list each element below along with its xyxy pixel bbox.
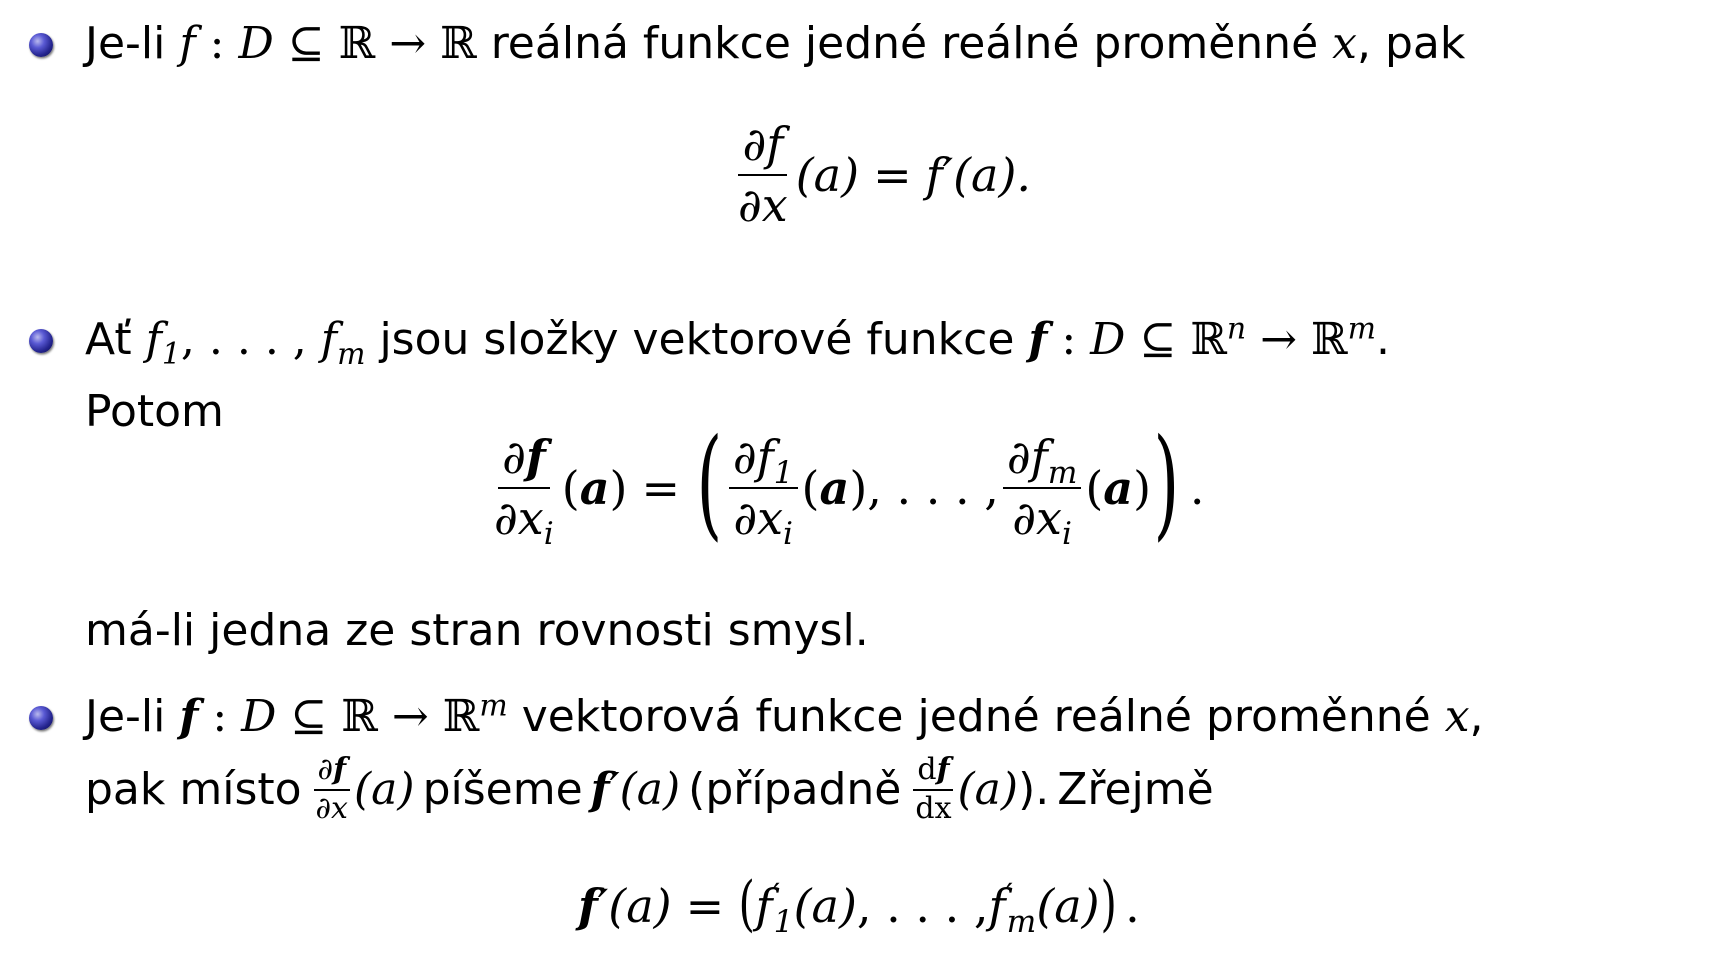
math-colon: :	[1061, 314, 1077, 365]
math-argument: (a)	[793, 879, 857, 933]
text-tail: , pak	[1356, 18, 1466, 69]
fraction-denominator: $\partial x_i$	[494, 491, 554, 553]
math-arrow: →	[391, 691, 429, 742]
text-pripadne: (případně	[688, 763, 902, 815]
text-lead: Ať	[85, 314, 132, 365]
fraction-numerator: ∂f	[498, 431, 550, 489]
math-D: D	[238, 18, 274, 69]
text-body: vektorová funkce jedné reálné proměnné	[521, 691, 1431, 742]
fraction-inline-partial	[312, 753, 352, 826]
text-lead: Je-li	[85, 18, 166, 69]
bullet-marker-3	[29, 706, 53, 730]
text-body: jsou složky vektorové funkce	[379, 314, 1015, 365]
math-paren: (	[561, 461, 580, 515]
text-close: ).	[1018, 763, 1050, 815]
math-equals: =	[685, 879, 725, 933]
math-f-bold: f	[590, 763, 610, 815]
fraction-numerator: $\partial f_1$	[729, 431, 798, 489]
equation-3	[578, 869, 1140, 941]
math-argument: (a)	[957, 763, 1019, 815]
math-D: D	[241, 691, 277, 742]
math-fm: $f_m$	[320, 314, 366, 372]
fraction-numerator: ∂f	[738, 118, 787, 176]
math-equals: =	[873, 147, 912, 202]
fraction-term-m	[1003, 430, 1081, 553]
math-arrow: →	[1260, 314, 1298, 365]
math-dots: , . . . ,	[867, 461, 999, 515]
equation-1	[730, 118, 1031, 232]
math-colon: :	[212, 691, 228, 742]
fraction-partial-f-x	[734, 118, 792, 232]
fraction-numerator: $\partial f_m$	[1003, 431, 1081, 489]
math-reals-m: ℝ$^m$	[1311, 311, 1376, 365]
math-x: x	[1444, 691, 1470, 742]
math-paren: )	[609, 461, 628, 515]
text-zrejme: Zřejmě	[1057, 763, 1214, 815]
math-a-bold: a	[579, 461, 610, 515]
math-f-bold: f	[1028, 314, 1048, 365]
big-paren-close: )	[1153, 414, 1180, 553]
fraction-denominator: $\partial x_i$	[1012, 491, 1072, 553]
math-argument: (a)	[353, 763, 415, 815]
bullet-3-line-2	[85, 753, 1214, 826]
text-potom: Potom	[85, 386, 224, 437]
text-period: .	[1375, 314, 1390, 365]
math-prime-argument: ′(a)	[609, 763, 681, 815]
text-lead: Je-li	[85, 691, 166, 742]
math-rhs: f′(a).	[925, 147, 1032, 202]
math-reals: ℝ	[341, 691, 378, 742]
text-comma: ,	[1469, 691, 1484, 742]
big-paren-open: (	[696, 414, 723, 553]
math-reals-m: ℝ$^m$	[442, 688, 508, 742]
bullet-marker-2	[29, 329, 53, 353]
bullet-marker-1	[29, 33, 53, 57]
math-reals: ℝ	[338, 18, 376, 69]
math-prime-argument: ′(a)	[597, 879, 672, 933]
paren-close: )	[1100, 869, 1117, 939]
math-reals-n: ℝ$^n$	[1190, 311, 1247, 365]
text-piseme: píšeme	[422, 763, 583, 815]
fraction-lhs	[490, 430, 558, 553]
fraction-term-1	[729, 430, 798, 553]
math-arrow: →	[389, 18, 427, 69]
text-body: reálná funkce jedné reálné proměnné	[490, 18, 1319, 69]
fraction-numerator: df	[913, 753, 953, 791]
equation-2: $\frac{\partial f}{\partial x_i}$ ( a ) = ( $\frac{\partial f_1}{\partial x_i}$ ( a ) , . . . , $\frac{\partial f_m}{\partial x_i}$ ( a ) ) .	[486, 428, 1205, 548]
math-subseteq: ⊆	[287, 18, 325, 69]
fraction-denominator: $\partial x_i$	[733, 491, 794, 553]
math-dots: , . . . ,	[856, 879, 989, 933]
math-subseteq: ⊆	[290, 691, 328, 742]
text-pak-misto: pak místo	[85, 763, 302, 815]
fraction-denominator: ∂x	[315, 790, 348, 826]
math-equals: =	[641, 461, 680, 515]
bullet-2-line-2	[85, 386, 224, 437]
math-fm-prime: $f'_m$	[988, 877, 1037, 941]
math-subseteq: ⊆	[1139, 314, 1177, 365]
math-dots: , . . . ,	[180, 314, 307, 365]
fraction-numerator: ∂f	[314, 753, 350, 791]
math-period: .	[1125, 879, 1140, 933]
math-x: x	[1332, 18, 1357, 69]
fraction-inline-d	[911, 753, 955, 826]
math-period: .	[1189, 461, 1205, 515]
math-D: D	[1090, 314, 1126, 365]
bullet-3-text	[85, 688, 1484, 742]
math-f1: $f_1$	[145, 314, 181, 372]
text-mali: má-li jedna ze stran rovnosti smysl.	[85, 605, 869, 656]
math-f-bold: f	[578, 879, 598, 933]
bullet-2-line-3	[85, 605, 869, 656]
fraction-denominator: ∂x	[738, 177, 788, 232]
math-f1-prime: $f'_1$	[755, 877, 794, 941]
bullet-2-text	[85, 311, 1390, 372]
math-argument: (a)	[1036, 879, 1100, 933]
math-f: f	[179, 18, 196, 69]
math-colon: :	[209, 18, 225, 69]
bullet-1-text	[85, 18, 1466, 69]
math-reals: ℝ	[440, 18, 477, 69]
math-argument: (a)	[795, 147, 860, 202]
paren-open: (	[738, 869, 756, 939]
fraction-denominator: dx	[915, 790, 952, 826]
math-f-bold: f	[179, 691, 199, 742]
